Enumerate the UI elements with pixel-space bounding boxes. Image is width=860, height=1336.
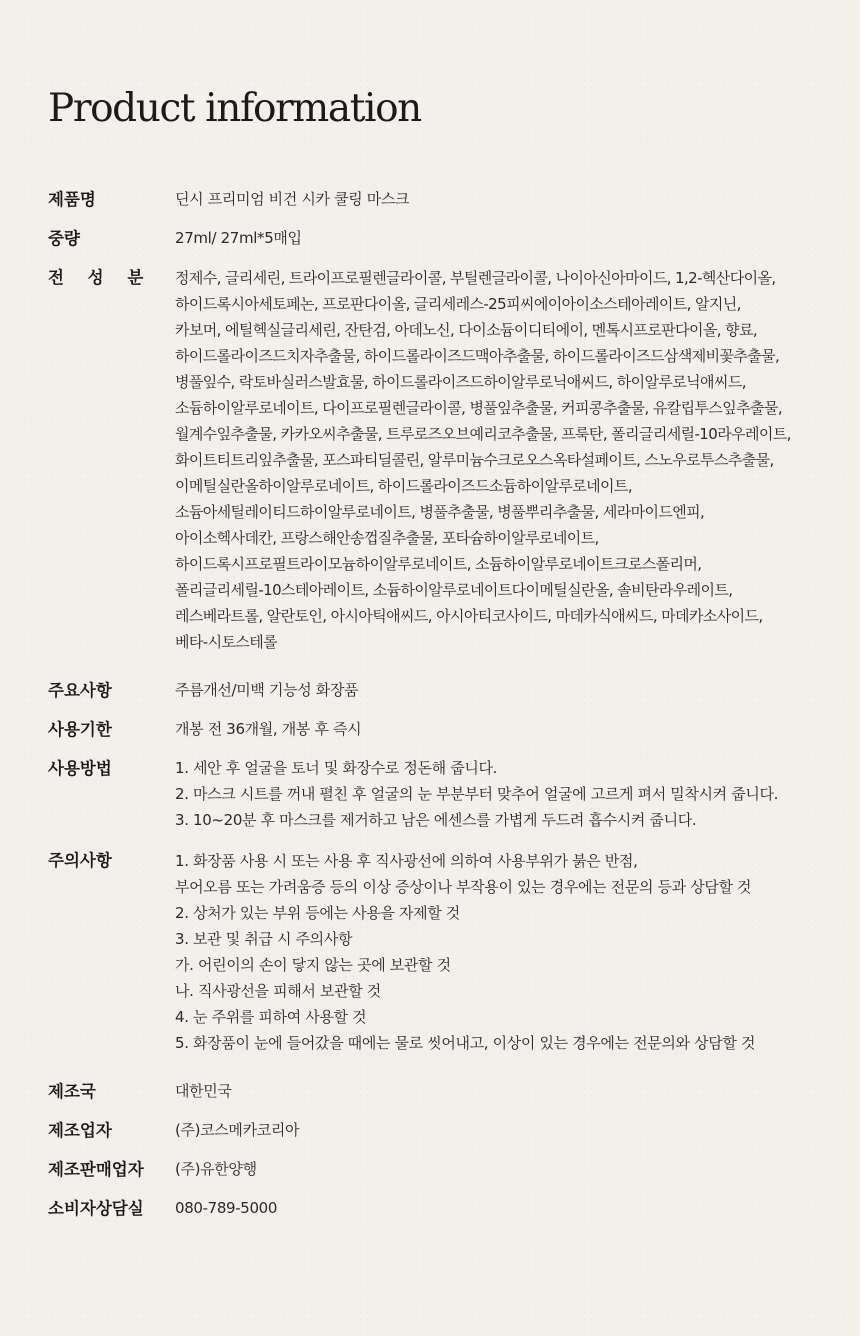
cautions-line: 2. 상처가 있는 부위 등에는 사용을 자제할 것 [175,903,460,922]
usage-line: 2. 마스크 시트를 꺼내 펼친 후 얼굴의 눈 부분부터 맞추어 얼굴에 고르게 펴서 밀착시켜 줍니다. [175,785,779,803]
row-customer-service [48,1192,858,1225]
label-product-name: 제품명 [48,190,96,209]
row-manufacturer [48,1114,858,1147]
row-distributor [48,1153,858,1186]
label-manufacturer: 제조업자 [48,1120,112,1140]
label-expiry: 사용기한 [48,719,112,739]
row-product-name [48,183,858,216]
cautions-line: 나. 직사광선을 피해서 보관할 것 [175,981,381,1000]
ingredients-line: 아이소헥사데칸, 프랑스해안송껍질추출물, 포타슘하이알루로네이트, [175,528,599,547]
ingredients-line: 소듐하이알루로네이트, 다이프로필렌글라이콜, 병풀잎추출물, 커피콩추출물, 유칼립투스잎추출물, [175,398,783,417]
value-customer-service: 080-789-5000 [175,1198,278,1217]
row-key-notes [48,674,858,707]
cautions-line: 1. 화장품 사용 시 또는 사용 후 직사광선에 의하여 사용부위가 붉은 반점, [175,851,638,870]
row-ingredients [48,261,858,655]
row-weight [48,222,858,255]
ingredients-line: 폴리글리세릴-10스테아레이트, 소듐하이알루로네이트다이메틸실란올, 솔비탄라우레이트, [175,580,733,599]
cautions-line: 5. 화장품이 눈에 들어갔을 때에는 물로 씻어내고, 이상이 있는 경우에는 전문의와 상담할 것 [175,1033,756,1052]
row-cautions [48,844,858,1056]
cautions-line: 4. 눈 주위를 피하여 사용할 것 [175,1007,367,1026]
ingredients-line: 소듐아세틸레이티드하이알루로네이트, 병풀추출물, 병풀뿌리추출물, 세라마이드엔피, [175,502,705,521]
ingredients-line: 병풀잎수, 락토바실러스발효물, 하이드롤라이즈드하이알루로닉애씨드, 하이알루로닉애씨드, [175,372,746,391]
ingredients-line: 정제수, 글리세린, 트라이프로필렌글라이콜, 부틸렌글라이콜, 나이아신아마이드, 1,2-헥산다이올, [175,268,776,287]
row-country [48,1075,858,1108]
value-manufacturer: (주)코스메카코리아 [175,1120,300,1139]
label-weight: 중량 [48,229,80,248]
page-title: Product information [48,86,421,131]
value-usage [175,752,858,834]
ingredients-line: 하이드록시아세토페논, 프로판다이올, 글리세레스-25피씨에이아이소스테아레이트, 알지닌, [175,294,741,313]
product-info-table [48,183,858,1225]
row-expiry [48,713,858,746]
label-cautions: 주의사항 [48,851,112,870]
value-key-notes: 주름개선/미백 기능성 화장품 [175,680,359,699]
value-product-name: 딘시 프리미엄 비건 시카 쿨링 마스크 [175,190,410,208]
ingredients-line: 화이트티트리잎추출물, 포스파티딜콜린, 알루미늄수크로오스옥타설페이트, 스노우로투스추출물, [175,450,774,469]
value-distributor: (주)유한양행 [175,1159,257,1178]
cautions-line: 3. 보관 및 취급 시 주의사항 [175,929,353,948]
ingredients-line: 레스베라트롤, 알란토인, 아시아틱애씨드, 아시아티코사이드, 마데카식애씨드, 마데카소사이드, [175,606,763,625]
usage-line: 3. 10~20분 후 마스크를 제거하고 남은 에센스를 가볍게 두드려 흡수시켜 줍니다. [175,811,697,829]
label-country: 제조국 [48,1081,96,1101]
ingredients-line: 이메틸실란올하이알루로네이트, 하이드롤라이즈드소듐하이알루로네이트, [175,476,632,495]
label-usage: 사용방법 [48,758,112,778]
label-customer-service: 소비자상담실 [48,1198,144,1218]
ingredients-line: 카보머, 에틸헥실글리세린, 잔탄검, 아데노신, 다이소듐이디티에이, 멘톡시프로판다이올, 향료, [175,320,758,339]
usage-line: 1. 세안 후 얼굴을 토너 및 화장수로 정돈해 줍니다. [175,759,498,777]
ingredients-line: 월계수잎추출물, 카카오씨추출물, 트루로즈오브예리코추출물, 프룩탄, 폴리글리세릴-10라우레이트, [175,424,791,443]
value-ingredients [175,261,858,655]
label-distributor: 제조판매업자 [48,1159,144,1179]
value-cautions [175,844,858,1056]
ingredients-line: 베타-시토스테롤 [175,632,278,651]
cautions-line: 부어오름 또는 가려움증 등의 이상 증상이나 부작용이 있는 경우에는 전문의 등과 상담할 것 [175,877,752,896]
label-ingredients: 전 성 분 [48,268,153,287]
row-usage [48,752,858,834]
label-key-notes: 주요사항 [48,680,112,700]
ingredients-line: 하이드롤라이즈드치자추출물, 하이드롤라이즈드맥아추출물, 하이드롤라이즈드삼색제비꽃추출물, [175,346,780,365]
ingredients-line: 하이드록시프로필트라이모늄하이알루로네이트, 소듐하이알루로네이트크로스폴리머, [175,554,702,573]
cautions-line: 가. 어린이의 손이 닿지 않는 곳에 보관할 것 [175,955,451,974]
value-country: 대한민국 [175,1081,232,1100]
value-weight: 27ml/ 27ml*5매입 [175,229,302,247]
value-expiry: 개봉 전 36개월, 개봉 후 즉시 [175,719,362,738]
